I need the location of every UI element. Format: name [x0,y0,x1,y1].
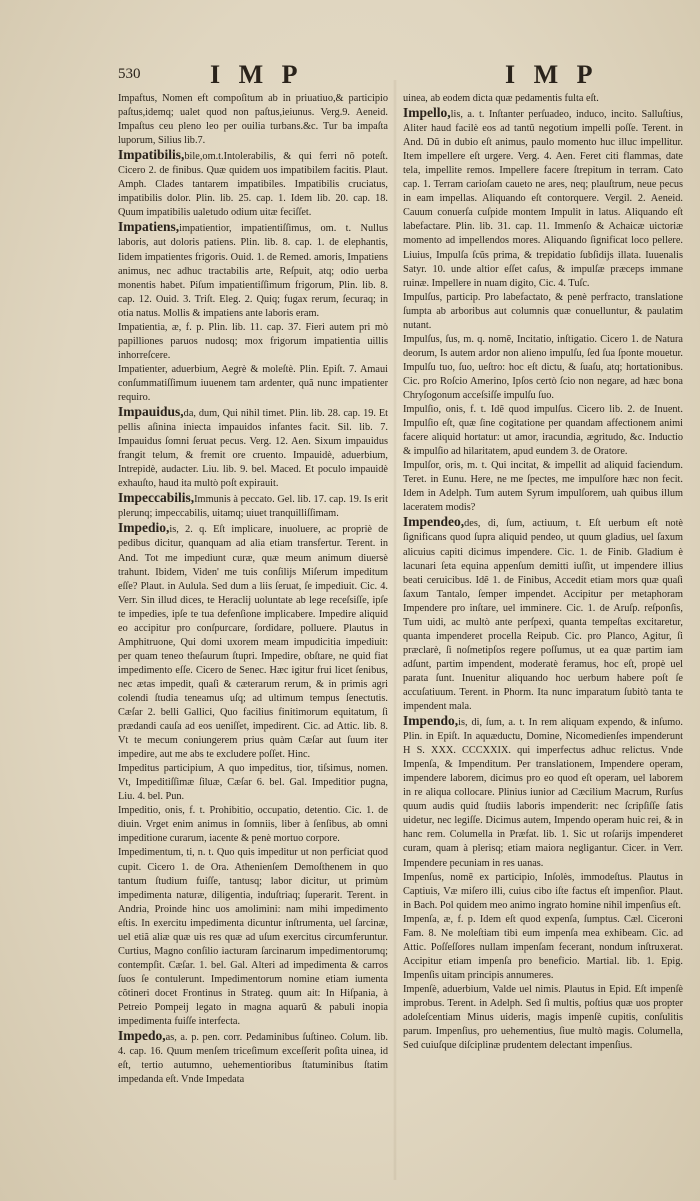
entry-text: Impulſor, oris, m. t. Qui incitat, & impellit ad aliquid faciendum. Teret. in Eunu. Here, ne me ſpectes, me impulſore hæc non fecit. Idem in Adelph. Tum autem Syrum impulſorem, uah quibus illum laceratem modis? [403,460,683,514]
entry-text: lis, a. t. Inſtanter perſuadeo, induco, incito. Salluſtius, Aliter haud facilè eos ad tantũ negotium impelli poſſe. Terent. in And. Dũ in dubio eſt animus, paulo momento huc illuc impellitur. Item impellere eſt urgere. Verg. 4. Aen. Feret citi flammas, date tela, impellite remos. Impellere facere ſtrepitum in terram. Cato cap. 1. Terram carioſam caueto ne ares, neq; plauſtrum, neue pecus in eam impellas. Aliquando eſt contorquere. Vergil. 2. Aeneid. Cauum conuerſa cuſpide montem Impulit in latus. Aliquando eſt labefactare. Plin. lib. 31. cap. 11. Immenſo & Achaicæ uictoriæ momento ad impellendos mores. Aliquando ſignificat loco pellere. Liuius, Impulſa ſcũs prima, & trepidatio ſubſidijs illata. Iuuenalis Satyr. 10. unde altior eſſet caſus, & impulſæ præceps immane ruinæ. Impellere in nuam digito, Cic. 4. Tuſc. [403,109,683,289]
entry [118,804,388,846]
entry-text: Impatienter, aduerbium, Aegrè & moleſtè. Plin. Epiſt. 7. Amaui conſummatiſſimum iuuenem tam ardenter, quã nunc impatienter requiro. [118,363,388,403]
entry-text: bile,om.t.Intolerabilis, & qui ferri nõ poteſt. Cicero 2. de finibus. Quæ quidem uos impatibilem facitis. Plaut. Amph. Clades tantarem impatibiles. Impatibilis cruciatus, impatibilis dolor. Plin. lib. 25. cap. 1. Idem lib. 20. cap. 18. Quum impatibilis ualetudo odium uitæ feciſſet. [118,151,388,219]
entry-headword: Impedio, [118,520,170,536]
entry-text: Impaftus, Nomen eft compoſitum ab in priuatiuo,& participio paſtus,idemq; ualet quod non paſtus,ieiunus. Verg.9. Aeneid. Impaſtus ceu pleno leo per ouilia turbans.&c. Tur ba impaſta luporum, Silius lib.7. [118,93,388,147]
page-number: 530 [118,66,141,82]
entry-text: Impenſus, nomẽ ex participio, Inſolès, immodeſtus. Plautus in Captiuis, Væ miſero illi, cuius cibo iſte factus eſt impenſior. Plaut. in Bach. Pol quidem meo animo ingrato homine nihil impenſius eſt. [403,871,683,911]
entry-text: is, 2. q. Eſt implicare, inuoluere, ac propriè de pedibus dicitur, quanquam ad alia etiam transfertur. Terent. in And. Tot me impediunt curæ, quæ meum animum diuersè trahunt. Ibidem, Viden' me tuis conſilijs Miſerum impeditum eſſe? Plaut. in Aulula. Sed dum a liis ſeruat, ſe impediuit. Cic. 4. Verr. Sin illud dices, te Heraclij uoluntate ab lege receſsiſſe, ipſe te impedies, ipſe te tua defenſione implicabere. Impedire aliquid eo accipitur pro conſpurcare, ſordidare, polluere. Plautus in Amphitruone, Qui domi uxorem meam impudicitia impediuit: per quam teneo theſaurum ſtupri. Impedire, obſtare, ne quid fiat impedimento eſſe. Cicero de Senec. Hæc igitur frui licet ſenibus, nec ætas impedit, quaſi & cæterarum rerum, & in primis agri colendi ſtudia teneamus uſq; ad ultimum tempus ſenectutis. Cæſar 2. belli Gallici, Quo facilius finitimorum equitatum, ſi prædandi cauſa ad eos ueniſſet, impedirent. Cic. ad Attic. lib. 8. Vt te mecum coniungerem prius quàm Cæſar aut ſuum iter impedire, aut me abs te excludere poſſet. Hinc. [118,524,388,761]
entry [403,92,683,106]
entry-text: is, di, ſum, a. t. In rem aliquam expendo, & inſumo. Plin. in Epiſt. In aquæductu, Domine, Nicomedienſes impenderunt H S. XXX. CCCXXIX. qui imperfectus adhuc relictus. Vnde Impenſa, & Impenditum. Per translationem, Impendere operam, impendere laborem, dicimus pro eo quod eſt operam, uel laborem in re aliqua collocare. Plinius iunior ad Cæcilium Macrum, Rurſus quum audis quid ſtudiis laboris impenderit: nec ſcripſiſſe ſatis uidetur, nec legiſſe. Dicimus autem, Impendo operam huic rei, & in hanc rem. Columella in Præfat. lib. 1. Sic ut roſarijs impenderet curam, quam à plerisq; etiam maiora negligantur. Cicer. in Verr. Impendere pecuniam in res uanas. [403,717,683,869]
entry-text: Impulſus, ſus, m. q. nomẽ, Incitatio, inſtigatio. Cicero 1. de Natura deorum, Is autem ardor non alieno impulſu, ſed ſua ſponte mouetur. Impulſu tuo, ſuo, ueſtro: hoc eſt dictu, & ſuaſu, atq; hortationibus. Cic. pro Roſcio Amerino, Ipſos certò ſcio non negare, ad hæc bona Chryſogonum acceſsiſſe impulſu ſuo. [403,333,683,401]
entry [403,983,683,1053]
entry-text: impatientior, impatientiſſimus, om. t. Nullus laboris, aut doloris patiens. Plin. lib. 8. cap. 1. de elephantis, Iidem impatientes frigoris. Ouid. 1. de Remed. amoris, Impatiens animus, nec adhuc tractabilis arte, Reſpuit, atq; odio uerba monentis habet. Piſum impatientiſſimum frigorum, Plin. lib. 8. cap. 12. Ouid. 3. Triſt. Eleg. 2. Quiq; fugax rerum, ſecuraq; in otia natus. Mollis & impatiens ante laboris eram. [118,223,388,319]
entry [403,913,683,983]
entry-text: Impedimentum, ti, n. t. Quo quis impeditur ut non perficiat quod cupit. Cicero 1. de Ora. Athenienſem Demoſthenem in quo tantum ſtudium fuiſſe, tantusq; labor dicitur, ut primùm impedimenta naturæ, diligentia, induſtriaq; ſuperarit. Terent. in Andria, Proinde hinc uos amolimini: nam mihi impedimento eſtis. In exercitu impedimenta dicuntur inſtrumenta, uel ſarcinæ, uel etiã aliæ quæ uis res quæ ad uſum exercitus circumferuntur. Curtius, Magno conſilio iacturam ſarcinarum impedimentorumq; contempſit. Cæſar. 1. bel. Gal. Alteri ad impedimenta & carros ſuos ſe contulerunt. Impedimentorum nomine etiam iumenta cõtineri docet Frontinus in Strateg. quum ait: In Hiſpania, à Petreio Pompeij legato in magna aquarũ & pabuli inopia impedimenta fuiſſe interfecta. [118,847,388,1028]
entry [118,321,388,363]
entry-text: Impatientia, æ, f. p. Plin. lib. 11. cap. 37. Fieri autem pri mò papilliones paruos nudosq; mox frigorum impatientia uillis inhorreſcere. [118,321,388,361]
entry-text: Impenſè, aduerbium, Valde uel nimis. Plautus in Epid. Eſt impenſè improbus. Terent. in Adelph. Sed ſi multis, poſtius quæ uos propter adoleſcentiam Minus uideris, magis impenſè cupitis, conſulitis parum. Impenſius, pro uehementius, ſiue multò magis. Columella, Sed cuiuſque diſciplinæ prudentem delectant impenſius. [403,983,683,1052]
entry-text: Impulſio, onis, f. t. Idẽ quod impulſus. Cicero lib. 2. de Inuent. Impulſio eſt, quæ ſine cogitatione per quandam affectionem animi facere aliquid hortatur: ut amor, iracundia, ægritudo, &c. Inductio & impulſio ad hilaritatem, apud eundem 3. de Oratore. [403,404,683,458]
entry-text: Immunis à peccato. Gel. lib. 17. cap. 19. Is erit plerunq; impeccabilis, uitamq; uiuet tranquilliſſimam. [118,494,388,520]
entry-text: Impeditio, onis, f. t. Prohibitio, occupatio, detentio. Cic. 1. de diuin. Vrget enim animus in ſomniis, liber à ſenſibus, ab omni impeditione curarum, iacente & penè mortuo corpore. [118,805,388,845]
left-column [118,92,388,1192]
entry-headword: Impello, [403,105,451,121]
entry-headword: Impendeo, [403,514,465,530]
entry [118,491,388,521]
entry-text: Impeditus participium, A quo impeditus, tior, tiſsimus, nomen. Vt, Impeditiſſimæ ſiluæ, Cæſar 6. bel. Gal. Impeditior pugna, Liu. 4. bel. Pun. [118,763,388,803]
entry-headword: Impendo, [403,713,459,729]
entry-headword: Impatibilis, [118,147,185,163]
entry [118,846,388,1029]
entry [403,403,683,459]
right-column [403,92,683,1192]
entry-headword: Impeccabilis, [118,490,195,506]
entry-text: Impenſa, æ, f. p. Idem eſt quod expenſa, ſumptus. Cæl. Ciceroni Fam. 8. Ne moleſtiam tibi eum impenſa mea exhibeam. Cic. ad Attic. Poſſeſſores nullam impenſam fecerant, nondum inſtruxerat. Accipitur etiam impenſa pro beneficio. Martial. lib. 1. Epig. Impenſis uitam principis annumeres. [403,913,683,981]
entry [118,762,388,804]
running-head-right: I M P [505,60,599,89]
entry [403,459,683,515]
entry [118,1029,388,1087]
entry [403,106,683,291]
entry [118,92,388,148]
entry-headword: Impauidus, [118,404,184,420]
entry-headword: Impatiens, [118,219,180,235]
entry [403,871,683,913]
entry [118,363,388,405]
entry [403,333,683,403]
entry [403,515,683,714]
entry-headword: Impedo, [118,1028,166,1044]
entry-text: des, di, ſum, actiuum, t. Eſt uerbum eſt notè ſignificans quod ſupra aliquid pendeo, ut quum gladius, uel ſaxum alicuius capiti dicimus impendere. Cic. 1. de Finib. Gladium è lacunari ſeta equina appenſum demitti iuſſit, ut impendere illius beati ceruicibus. Idẽ 1. de Finibus, Accedit etiam mors quæ quaſi ſaxum Tantalo, ſemper impendet. Accipitur per metaphoram Impendere pro inſtare, uel imminere. Cic. 1. de Aruſp. reſponſis, Tum uidi, ac multò ante perſpexi, quanta tempeſtas excitaretur, quanta impenderet procella Reipub. Cic. pro Planco, Agitur, ſi præclarè, ſi noſmetipſos regere poſſumus, ut ea quæ partim iam adſunt, partim impendent, moderatè feramus, hoc eſt, propè uel parata ſunt. Inuenitur aliquando hoc uerbum habere poſt ſe accuſatiuum. Terent. in Phorm. Ita nunc imparatum ſubitò tanta te impendent mala. [403,518,683,713]
entry-text: as, a. p. pen. corr. Pedaminibus ſuſtineo. Colum. lib. 4. cap. 16. Quum menſem triceſimum exceſſerit poſita uinea, id eſt, tertio autumno, uehementioribus ſtatuminibus ſtatim impedanda eſt. Vnde Impedata [118,1032,388,1086]
entry [118,521,388,762]
entry-text: da, dum, Qui nihil timet. Plin. lib. 28. cap. 19. Et pellis aſinina iniecta impauidos infantes facit. Sil. lib. 7. Impauidus ſomni ſeruat pecus. Verg. 12. Aen. Sixum impauidus frangit telum, & fremit ore cruento. Impauidè, aduerbium, Intrepidè, audacter. Liu. lib. 9. bel. Maced. Et poculo impauidè exhauſto, haud ita multò poſt expirauit. [118,408,388,490]
entry-text: Impulſus, particip. Pro labefactato, & penè perfracto, translatione ſumpta ab arboribus aut columnis quæ conuelluntur, & paulatim nutant. [403,291,683,331]
entry [403,291,683,333]
column-gutter [393,80,397,1180]
entry [403,714,683,871]
entry [118,220,388,320]
entry [118,148,388,220]
entry [118,405,388,491]
entry-text: uinea, ab eodem dicta quæ pedamentis fulta eſt. [403,93,599,104]
running-head-left: I M P [210,60,304,89]
